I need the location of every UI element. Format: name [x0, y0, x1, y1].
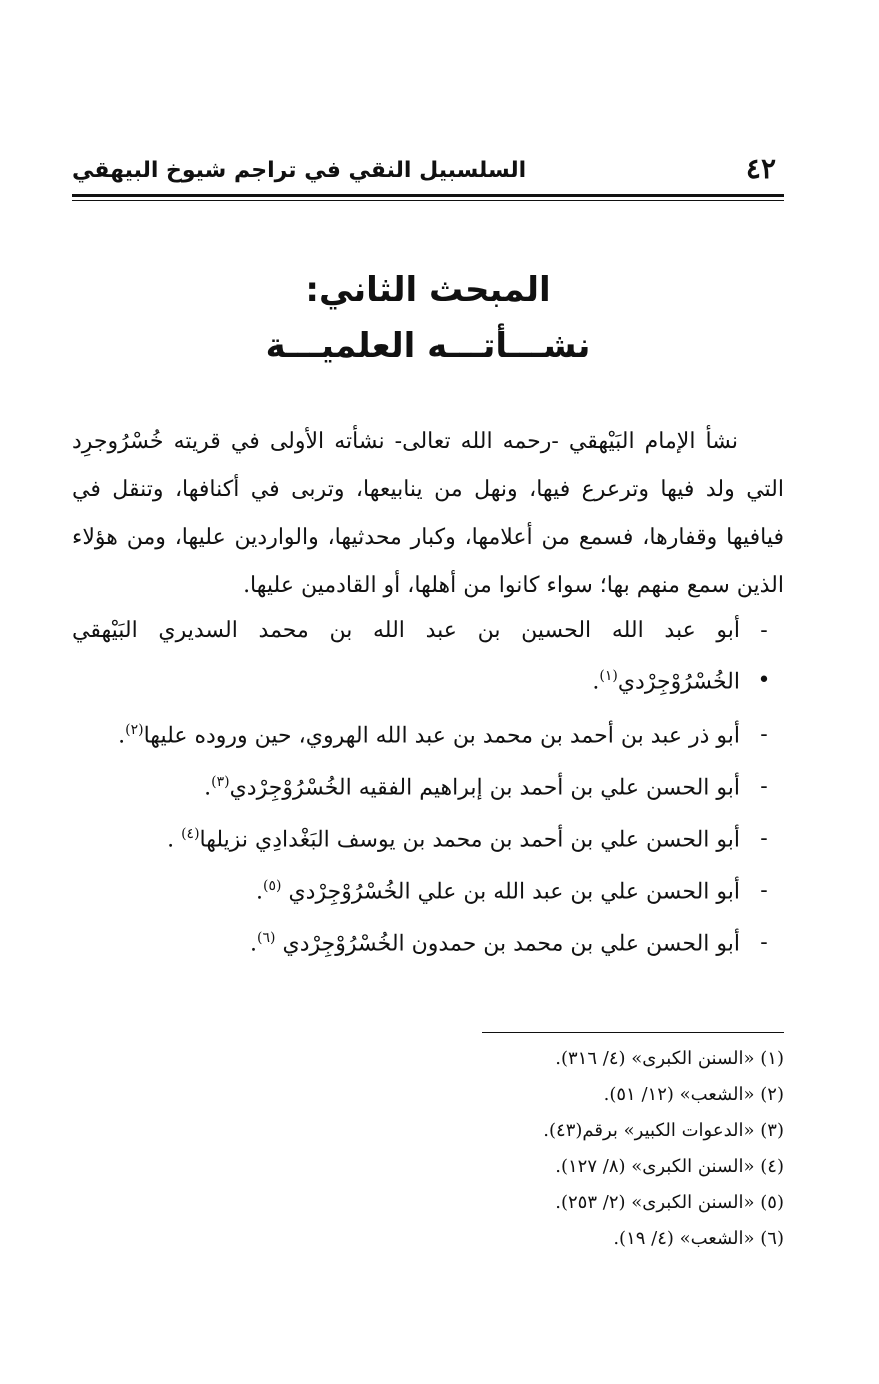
- list-item-text: أبو الحسن علي بن أحمد بن محمد بن يوسف البَغْدادِي نزيلها$^{(٤)}$ .: [167, 826, 740, 853]
- header-rule-thick: [72, 194, 784, 197]
- list-bullet: -: [760, 930, 768, 955]
- footnote: (٢) «الشعب» (١٢/ ٥١).: [603, 1084, 784, 1105]
- scholar-name: أبو الحسن علي بن أحمد بن محمد بن يوسف البَغْدادِي نزيلها: [199, 827, 740, 853]
- list-item-text: أبو ذر عبد بن أحمد بن محمد بن عبد الله الهروي، حين وروده عليها$^{(٢)}$.: [118, 722, 740, 749]
- list-item-text: أبو الحسن علي بن عبد الله بن علي الخُسْرُوْجِرْدي $^{(٥)}$.: [255, 878, 740, 905]
- list-bullet-dot: •: [757, 668, 771, 693]
- list-bullet: -: [760, 618, 768, 643]
- footnote-ref: (٣): [211, 774, 230, 790]
- footnote-ref: (٦): [257, 930, 276, 946]
- footnote-ref: (٥): [262, 878, 282, 894]
- list-bullet: -: [760, 774, 768, 799]
- running-title: السلسبيل النقي في تراجم شيوخ البيهقي: [72, 158, 527, 183]
- page-number: ٤٢: [745, 152, 776, 185]
- scholar-name: أبو ذر عبد بن أحمد بن محمد بن عبد الله الهروي، حين وروده عليها: [143, 723, 740, 749]
- list-item: [72, 618, 784, 666]
- list-item-text: الخُسْرُوْجِرْدي$^{(١)}$.: [592, 668, 740, 695]
- list-item: [72, 930, 784, 978]
- list-bullet: -: [760, 878, 768, 903]
- scholar-name: أبو الحسن علي بن أحمد بن إبراهيم الفقيه الخُسْرُوْجِرْدي: [229, 775, 740, 801]
- list-item: [72, 668, 784, 716]
- footnote-ref: (٤): [181, 826, 200, 842]
- footnote-separator: [482, 1032, 784, 1033]
- footnote-ref: (١): [599, 668, 618, 684]
- header-rule-thin: [72, 200, 784, 201]
- footnote: (٣) «الدعوات الكبير» برقم(٤٣).: [543, 1120, 784, 1141]
- list-item: [72, 826, 784, 874]
- list-bullet: -: [760, 826, 768, 851]
- scholar-name: أبو الحسن علي بن محمد بن حمدون الخُسْرُوْجِرْدي: [282, 931, 740, 957]
- footnote: (٥) «السنن الكبرى» (٢/ ٢٥٣).: [555, 1192, 784, 1213]
- intro-paragraph-text: نشأ الإمام البَيْهقي -رحمه الله تعالى- نشأته الأولى في قريته خُسْرُوجرِد التي ولد فيها وترعرع فيها، ونهل من ينابيعها، وتربى في أكنافها، وتنقل في فيافيها وقفارها، فسمع من أعلامها، وكبار محدثيها، والواردين عليها، ومن هؤلاء الذين سمع منهم بها؛ سواء كانوا من أهلها، أو القادمين عليها.: [72, 429, 784, 598]
- section-subtitle: نشـــأتـــه العلميـــة: [265, 326, 591, 366]
- page-header: [72, 148, 784, 192]
- footnote-ref: (٢): [125, 722, 144, 738]
- intro-paragraph: [72, 418, 784, 610]
- footnote: (٦) «الشعب» (٤/ ١٩).: [613, 1228, 784, 1249]
- list-bullet: -: [760, 722, 768, 747]
- list-item-text: أبو الحسن علي بن محمد بن حمدون الخُسْرُوْجِرْدي $^{(٦)}$.: [250, 930, 740, 957]
- footnote: (٤) «السنن الكبرى» (٨/ ١٢٧).: [555, 1156, 784, 1177]
- footnote: (١) «السنن الكبرى» (٤/ ٣١٦).: [555, 1048, 784, 1069]
- scholar-name: أبو الحسن علي بن عبد الله بن علي الخُسْرُوْجِرْدي: [288, 879, 740, 905]
- list-item: [72, 774, 784, 822]
- section-title: المبحث الثاني:: [305, 270, 551, 310]
- list-item-text: أبو عبد الله الحسين بن عبد الله بن محمد السديري البَيْهقي: [72, 618, 740, 643]
- scholar-name: الخُسْرُوْجِرْدي: [617, 669, 740, 695]
- list-item-text: أبو الحسن علي بن أحمد بن إبراهيم الفقيه الخُسْرُوْجِرْدي$^{(٣)}$.: [204, 774, 740, 801]
- list-item: [72, 722, 784, 770]
- list-item: [72, 878, 784, 926]
